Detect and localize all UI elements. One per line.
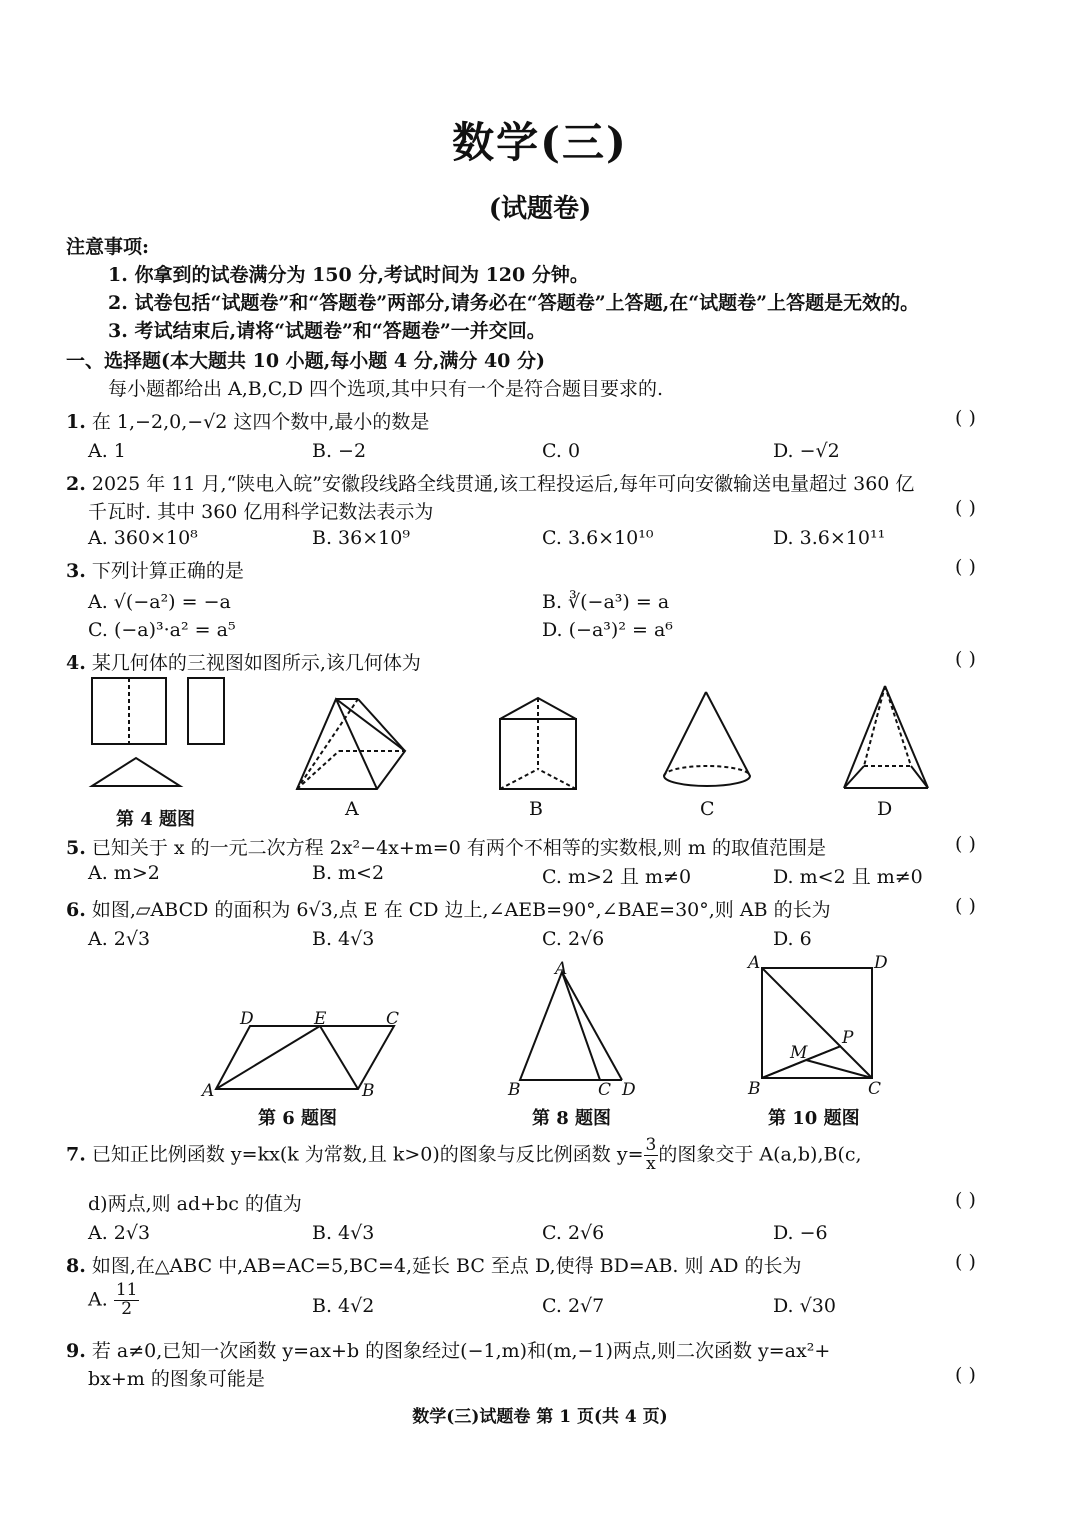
question-text-line2: 千瓦时. 其中 360 亿用科学记数法表示为 xyxy=(88,501,434,523)
fraction-3-over-x xyxy=(644,1137,659,1174)
question-text-line1: 2025 年 11 月,“陕电入皖”安徽段线路全线贯通,该工程投运后,每年可向安徽输送电量超过 360 亿 xyxy=(91,473,915,495)
answer-paren: ( ) xyxy=(955,1251,976,1273)
q4-figures xyxy=(80,672,1020,802)
option-d: D. 3.6×10¹¹ xyxy=(773,527,886,549)
option-d: D. (−a³)² = a⁶ xyxy=(542,619,673,641)
question-text: 如图,▱ABCD 的面积为 6√3,点 E 在 CD 边上,∠AEB=90°,∠BAE=30°,则 AB 的长为 xyxy=(91,899,831,921)
page-subtitle: (试题卷) xyxy=(488,194,592,224)
fig6-point-d: D xyxy=(240,1009,254,1029)
option-c: C. 2√7 xyxy=(542,1295,605,1317)
fig10-point-m: M xyxy=(790,1043,808,1063)
option-c: C. m>2 且 m≠0 xyxy=(542,866,692,888)
fraction-numerator: 11 xyxy=(115,1280,138,1300)
option-b: B. 4√3 xyxy=(312,1222,375,1244)
fig6-point-b: B xyxy=(362,1081,375,1101)
fig6-label: 第 6 题图 xyxy=(258,1108,338,1129)
page-footer: 数学(三)试题卷 第 1 页(共 4 页) xyxy=(412,1407,668,1427)
fig10-point-c: C xyxy=(868,1079,882,1099)
question-9 xyxy=(66,1336,830,1363)
three-view-drawing xyxy=(92,678,224,786)
question-number: 3. xyxy=(66,560,86,582)
question-text-part2: 的图象交于 A(a,b),B(c, xyxy=(658,1143,862,1166)
fig6-point-e: E xyxy=(314,1009,327,1029)
page-title: 数学(三) xyxy=(452,118,628,167)
answer-paren: ( ) xyxy=(955,1189,976,1211)
question-text-line2: bx+m 的图象可能是 xyxy=(88,1368,265,1390)
answer-paren: ( ) xyxy=(955,895,976,917)
solid-label-b: B xyxy=(529,798,543,820)
notice-item-3: 3. 考试结束后,请将“试题卷”和“答题卷”一并交回。 xyxy=(108,320,546,342)
fraction-numerator: 3 xyxy=(645,1135,657,1155)
question-number: 1. xyxy=(66,411,86,433)
question-7 xyxy=(66,1137,862,1174)
option-a: A. √(−a²) = −a xyxy=(88,591,231,613)
option-a: A. 1 xyxy=(88,440,126,462)
fig10-square xyxy=(762,968,872,1078)
fig10-point-a: A xyxy=(748,953,761,973)
option-a: A. 2√3 xyxy=(88,928,151,950)
question-number: 8. xyxy=(66,1255,86,1277)
question-3 xyxy=(66,556,244,583)
fig8-point-b: B xyxy=(508,1080,521,1100)
fig6-point-c: C xyxy=(386,1009,400,1029)
fig10-label: 第 10 题图 xyxy=(768,1108,860,1129)
question-text-line1: 若 a≠0,已知一次函数 y=ax+b 的图象经过(−1,m)和(m,−1)两点,则二次函数 y=ax²+ xyxy=(91,1340,831,1362)
solid-label-d: D xyxy=(877,798,893,820)
option-d: D. 6 xyxy=(773,928,812,950)
option-a xyxy=(88,1282,139,1319)
fig8-point-a: A xyxy=(555,959,568,979)
section-heading: 一、选择题(本大题共 10 小题,每小题 4 分,满分 40 分) xyxy=(66,350,545,372)
notice-heading: 注意事项: xyxy=(66,236,150,258)
option-b-solid xyxy=(500,698,576,789)
fig8-triangle xyxy=(520,972,622,1080)
option-b: B. 4√2 xyxy=(312,1295,375,1317)
option-c-solid xyxy=(664,692,750,786)
solid-label-a: A xyxy=(345,798,359,820)
notice-item-2: 2. 试卷包括“试题卷”和“答题卷”两部分,请务必在“答题卷”上答题,在“试题卷”上答题是无效的。 xyxy=(108,292,920,314)
question-1 xyxy=(66,407,429,434)
answer-paren: ( ) xyxy=(955,497,976,519)
question-text: 下列计算正确的是 xyxy=(91,560,244,582)
option-d: D. −√2 xyxy=(773,440,840,462)
fraction-denominator: 2 xyxy=(121,1298,133,1319)
question-6 xyxy=(66,895,831,922)
question-2 xyxy=(66,469,914,496)
answer-paren: ( ) xyxy=(955,833,976,855)
answer-paren: ( ) xyxy=(955,407,976,429)
option-b: B. −2 xyxy=(312,440,367,462)
answer-paren: ( ) xyxy=(955,648,976,670)
answer-paren: ( ) xyxy=(955,1364,976,1386)
question-number: 4. xyxy=(66,652,86,674)
notice-item-1: 1. 你拿到的试卷满分为 150 分,考试时间为 120 分钟。 xyxy=(108,264,589,286)
fig10-point-d: D xyxy=(874,953,888,973)
question-text-line2: d)两点,则 ad+bc 的值为 xyxy=(88,1193,302,1215)
fig8-label: 第 8 题图 xyxy=(532,1108,612,1129)
section-instruction: 每小题都给出 A,B,C,D 四个选项,其中只有一个是符合题目要求的. xyxy=(108,378,664,400)
option-d: D. m<2 且 m≠0 xyxy=(773,866,923,888)
option-d: D. −6 xyxy=(773,1222,828,1244)
option-b: B. ∛(−a³) = a xyxy=(542,591,670,613)
geometry-figures xyxy=(190,950,910,1110)
option-a: A. m>2 xyxy=(88,862,160,884)
question-number: 9. xyxy=(66,1340,86,1362)
question-number: 2. xyxy=(66,473,86,495)
option-d-solid xyxy=(844,686,928,788)
option-a-solid xyxy=(297,699,405,789)
option-c: C. 2√6 xyxy=(542,1222,605,1244)
fig6-point-a: A xyxy=(202,1081,215,1101)
fig10-point-b: B xyxy=(748,1079,761,1099)
fig8-point-c: C xyxy=(598,1080,612,1100)
question-text: 某几何体的三视图如图所示,该几何体为 xyxy=(91,652,421,674)
fig10-point-p: P xyxy=(842,1028,854,1048)
option-prefix: A. xyxy=(88,1288,108,1311)
answer-paren: ( ) xyxy=(955,556,976,578)
question-text: 在 1,−2,0,−√2 这四个数中,最小的数是 xyxy=(91,411,430,433)
question-number: 7. xyxy=(66,1143,86,1166)
fig4-label: 第 4 题图 xyxy=(116,809,196,830)
fig8-point-d: D xyxy=(622,1080,636,1100)
option-c: C. (−a)³·a² = a⁵ xyxy=(88,619,236,641)
question-5 xyxy=(66,833,826,860)
question-4 xyxy=(66,648,421,675)
fraction-denominator: x xyxy=(646,1153,656,1174)
option-b: B. 36×10⁹ xyxy=(312,527,410,549)
option-b: B. m<2 xyxy=(312,862,385,884)
option-c: C. 3.6×10¹⁰ xyxy=(542,527,654,549)
solid-label-c: C xyxy=(700,798,715,820)
option-a: A. 360×10⁸ xyxy=(88,527,198,549)
question-8 xyxy=(66,1251,802,1278)
option-b: B. 4√3 xyxy=(312,928,375,950)
question-text: 已知关于 x 的一元二次方程 2x²−4x+m=0 有两个不相等的实数根,则 m 的取值范围是 xyxy=(91,837,826,859)
question-text: 如图,在△ABC 中,AB=AC=5,BC=4,延长 BC 至点 D,使得 BD=AB. 则 AD 的长为 xyxy=(91,1255,802,1277)
question-text-part1: 已知正比例函数 y=kx(k 为常数,且 k>0)的图象与反比例函数 y= xyxy=(91,1143,644,1166)
question-number: 6. xyxy=(66,899,86,921)
option-c: C. 2√6 xyxy=(542,928,605,950)
question-number: 5. xyxy=(66,837,86,859)
option-c: C. 0 xyxy=(542,440,581,462)
option-d: D. √30 xyxy=(773,1295,836,1317)
option-a: A. 2√3 xyxy=(88,1222,151,1244)
fig6-parallelogram xyxy=(216,1026,394,1089)
fraction-11-over-2 xyxy=(114,1282,140,1319)
